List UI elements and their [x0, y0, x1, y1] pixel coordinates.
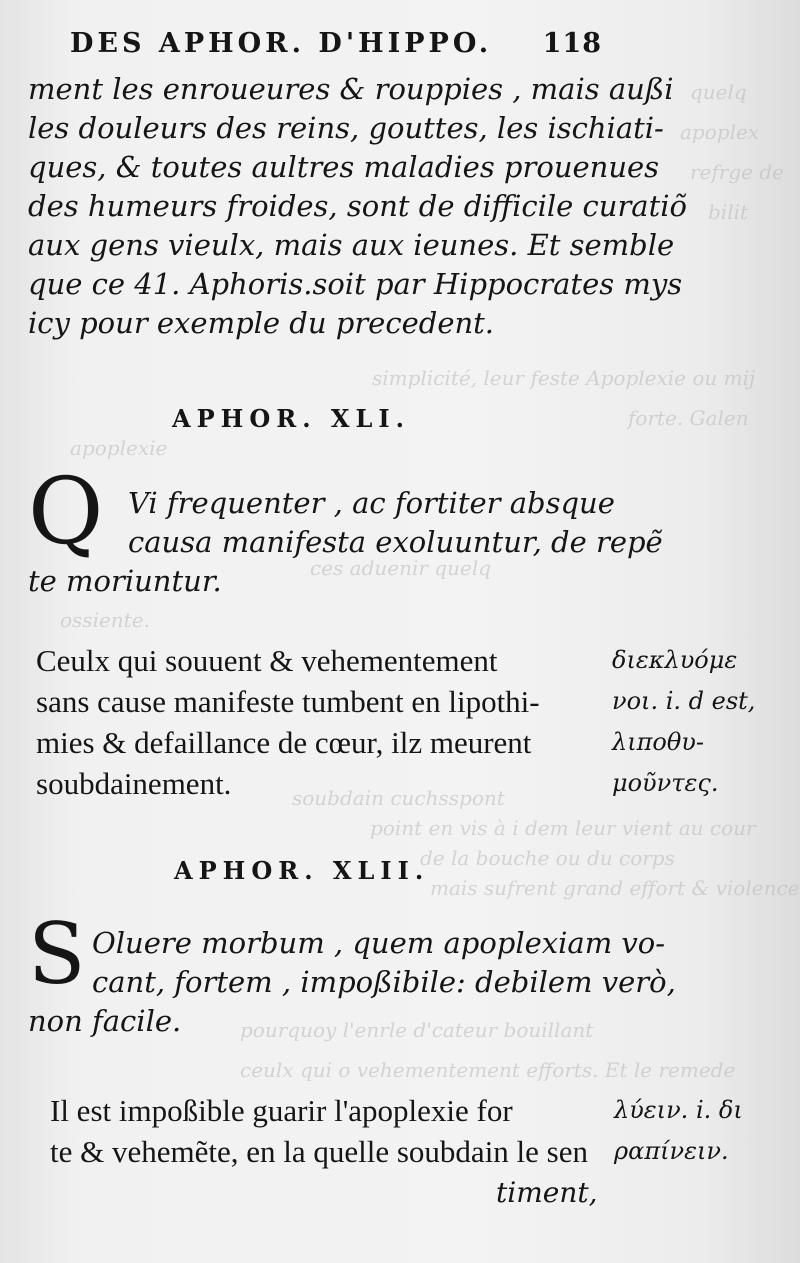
show-through-text: soubdain cuchsspont	[292, 786, 505, 810]
french-line: Ceulx qui souuent & vehementement	[36, 643, 498, 678]
intro-commentary	[28, 70, 687, 343]
latin-line: causa manifesta exoluuntur, de repẽ	[128, 525, 663, 559]
latin-line: Vi frequenter , ac fortiter absque	[128, 486, 615, 520]
margin-note-line: μοῦντες.	[612, 769, 719, 797]
margin-note-line: λιποθυ-	[612, 728, 704, 756]
intro-line: ques, & toutes aultres maladies prouenues	[28, 150, 660, 184]
latin-line: non facile.	[28, 1004, 182, 1038]
aphorism-42-heading: APHOR. XLII.	[174, 856, 430, 885]
show-through-text: quelq	[690, 80, 747, 104]
show-through-text: apoplexie	[70, 436, 168, 460]
show-through-text: pourquoy l'enrle d'cateur bouillant	[240, 1018, 594, 1042]
french-line: te & vehemẽte, en la quelle soubdain le sen	[50, 1134, 589, 1169]
running-title: DES APHOR. D'HIPPO.	[70, 28, 493, 59]
aphorism-42-latin	[28, 924, 676, 1041]
catchword: timent,	[496, 1176, 598, 1209]
show-through-text: de la bouche ou du corps	[420, 846, 675, 870]
aphorism-41-latin	[28, 484, 663, 601]
french-line: sans cause manifeste tumbent en lipothi-	[36, 684, 540, 719]
show-through-text: ossiente.	[60, 608, 150, 632]
show-through-text: bilit	[708, 200, 749, 224]
show-through-text: simplicité, leur feste Apoplexie ou mij	[372, 366, 756, 390]
intro-line: icy pour exemple du precedent.	[28, 306, 495, 340]
show-through-text: forte. Galen	[628, 406, 749, 430]
show-through-text: ces aduenir quelq	[310, 556, 492, 580]
aphorism-41-margin-note	[612, 640, 755, 804]
intro-line: des humeurs froides, sont de difficile curatiõ	[28, 189, 687, 223]
latin-line: cant, fortem , impoßibile: debilem verò,	[92, 965, 676, 999]
french-line: Il est impoßible guarir l'apoplexie for	[50, 1093, 513, 1128]
aphorism-41-heading: APHOR. XLI.	[172, 404, 410, 433]
intro-line: les douleurs des reins, gouttes, les ischiati-	[28, 111, 664, 145]
aphorism-41-french	[36, 640, 540, 804]
latin-line: te moriuntur.	[28, 564, 222, 598]
show-through-text: ceulx qui o vehementement efforts. Et le remede	[240, 1058, 736, 1082]
margin-note-line: λύειν. i. δι	[614, 1096, 743, 1124]
show-through-text: apoplex	[680, 120, 760, 144]
french-line: soubdainement.	[36, 766, 232, 801]
show-through-text: refrge de	[690, 160, 784, 184]
margin-note-line: νοι. i. d est,	[612, 687, 756, 715]
intro-line: que ce 41. Aphoris.soit par Hippocrates mys	[28, 267, 683, 301]
aphorism-42-margin-note	[614, 1090, 743, 1172]
latin-line: Oluere morbum , quem apoplexiam vo-	[92, 926, 666, 960]
aphorism-42-drop-cap: S	[28, 905, 86, 1003]
aphorism-41-drop-cap: Q	[28, 458, 104, 565]
intro-line: aux gens vieulx, mais aux ieunes. Et semble	[28, 228, 675, 262]
page-number: 118	[542, 28, 602, 59]
margin-note-line: ραπίνειν.	[614, 1137, 729, 1165]
aphorism-42-french	[50, 1090, 588, 1172]
running-header	[70, 28, 602, 59]
show-through-text: point en vis à i dem leur vient au cour	[370, 816, 756, 840]
intro-line: ment les enroueures & rouppies , mais außi	[28, 72, 674, 106]
margin-note-line: διεκλυόμε	[612, 646, 738, 674]
show-through-text: mais sufrent grand effort & violence	[430, 876, 800, 900]
french-line: mies & defaillance de cœur, ilz meurent	[36, 725, 532, 760]
